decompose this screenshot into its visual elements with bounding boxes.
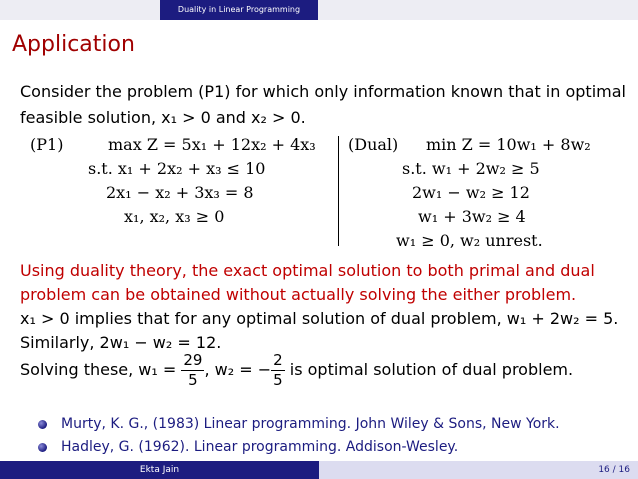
section-title[interactable]: Duality in Linear Programming <box>160 0 318 20</box>
dual-constraint-1: s.t. w₁ + 2w₂ ≥ 5 <box>402 159 540 178</box>
dual-objective: min Z = 10w₁ + 8w₂ <box>426 135 591 154</box>
w2-numerator: 2 <box>273 351 283 369</box>
dual-constraint-4: w₁ ≥ 0, w₂ unrest. <box>396 231 543 250</box>
bullet-icon <box>38 420 47 429</box>
intro-line-2: feasible solution, x₁ > 0 and x₂ > 0. <box>20 108 306 127</box>
primal-constraint-1: s.t. x₁ + 2x₂ + x₃ ≤ 10 <box>88 159 266 178</box>
w2-denominator: 5 <box>273 371 283 389</box>
footer-bar <box>0 461 638 479</box>
w1-fraction <box>181 353 204 388</box>
solution-suffix: is optimal solution of dual problem. <box>284 360 574 379</box>
bullet-icon <box>38 443 47 452</box>
dual-constraint-3: w₁ + 3w₂ ≥ 4 <box>418 207 526 226</box>
highlight-line-1: Using duality theory, the exact optimal solution to both primal and dual <box>20 261 595 280</box>
reference-text[interactable]: Murty, K. G., (1983) Linear programming. John Wiley & Sons, New York. <box>61 416 560 432</box>
page-number[interactable]: 16 / 16 <box>598 465 630 475</box>
dual-constraint-2: 2w₁ − w₂ ≥ 12 <box>412 183 530 202</box>
dual-label: (Dual) <box>348 135 399 154</box>
frame-title-bar <box>0 20 638 68</box>
divider <box>338 136 339 246</box>
reference-item <box>38 439 458 455</box>
intro-line-1: Consider the problem (P1) for which only information known that in optimal <box>20 82 626 101</box>
w1-numerator: 29 <box>183 351 203 369</box>
solution-prefix: Solving these, w₁ = <box>20 360 182 379</box>
solution-mid: , w₂ = − <box>204 360 272 379</box>
primal-label: (P1) <box>30 135 64 154</box>
highlight-line-2: problem can be obtained without actually solving the either problem. <box>20 285 577 304</box>
body-line-1: x₁ > 0 implies that for any optimal solution of dual problem, w₁ + 2w₂ = 5. <box>20 309 619 328</box>
solution-line <box>20 350 573 390</box>
primal-objective: max Z = 5x₁ + 12x₂ + 4x₃ <box>108 135 316 154</box>
footer-author[interactable]: Ekta Jain <box>0 461 319 479</box>
page-title: Application <box>12 32 135 57</box>
footer-page-box <box>319 461 638 479</box>
w1-denominator: 5 <box>188 371 198 389</box>
header-bar <box>0 0 638 20</box>
reference-text[interactable]: Hadley, G. (1962). Linear programming. Addison-Wesley. <box>61 439 459 455</box>
body-line-2: Similarly, 2w₁ − w₂ = 12. <box>20 333 222 352</box>
w2-fraction <box>271 353 285 388</box>
primal-constraint-3: x₁, x₂, x₃ ≥ 0 <box>124 207 225 226</box>
reference-item <box>38 416 560 432</box>
primal-constraint-2: 2x₁ − x₂ + 3x₃ = 8 <box>106 183 254 202</box>
